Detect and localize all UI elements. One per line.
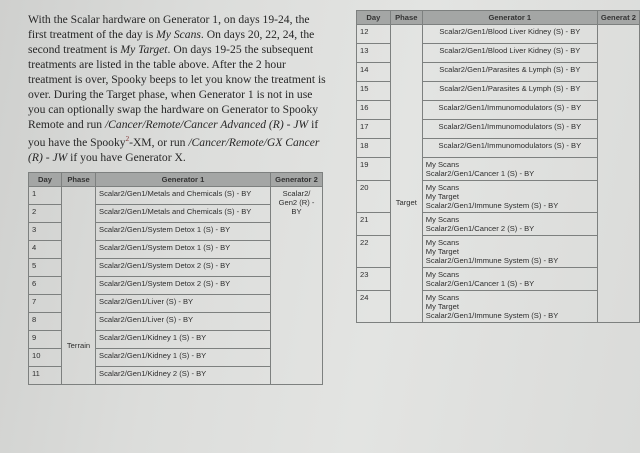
- generator1-cell: Scalar2/Gen1/Immunomodulators (S) - BY: [422, 120, 597, 139]
- generator2-header: Generator 2: [271, 173, 323, 187]
- generator1-cell: My Scans My Target Scalar2/Gen1/Immune System (S) - BY: [422, 181, 597, 213]
- day-cell: 18: [357, 139, 391, 158]
- day-cell: 16: [357, 101, 391, 120]
- generator1-header: Generator 1: [422, 11, 597, 25]
- para-italic-5: /Cancer/Remote/GX Cancer (R) - JW: [28, 135, 320, 164]
- generator1-cell: Scalar2/Gen1/Liver (S) - BY: [96, 313, 271, 331]
- phase-header: Phase: [62, 173, 96, 187]
- day-header: Day: [357, 11, 391, 25]
- generator1-cell: Scalar2/Gen1/Kidney 1 (S) - BY: [96, 331, 271, 349]
- para-italic-1: My Scans: [156, 28, 201, 41]
- generator1-cell: My Scans My Target Scalar2/Gen1/Immune System (S) - BY: [422, 236, 597, 268]
- generator1-cell: Scalar2/Gen1/System Detox 1 (S) - BY: [96, 223, 271, 241]
- day-cell: 14: [357, 63, 391, 82]
- generator1-cell: Scalar2/Gen1/System Detox 2 (S) - BY: [96, 259, 271, 277]
- generator1-header: Generator 1: [96, 173, 271, 187]
- day-cell: 10: [29, 349, 62, 367]
- generator1-cell: Scalar2/Gen1/Immunomodulators (S) - BY: [422, 139, 597, 158]
- table-header-row: [357, 11, 640, 25]
- para-text-6: if you have Generator X.: [67, 150, 186, 164]
- generator1-cell: Scalar2/Gen1/Kidney 2 (S) - BY: [96, 367, 271, 385]
- day-header: Day: [29, 173, 62, 187]
- day-cell: 6: [29, 277, 62, 295]
- day-cell: 8: [29, 313, 62, 331]
- para-text-2: . On days 20, 22, 24, the second treatment is: [28, 28, 315, 56]
- instructions-paragraph: [28, 12, 328, 165]
- generator1-cell: Scalar2/Gen1/Liver (S) - BY: [96, 295, 271, 313]
- phase-header: Phase: [390, 11, 422, 25]
- table-row: [357, 25, 640, 44]
- generator1-cell: My Scans Scalar2/Gen1/Cancer 1 (S) - BY: [422, 158, 597, 181]
- para-text-1: With the Scalar hardware on Generator 1, on days 19-24, the first treatment of the day is: [28, 13, 310, 41]
- table-header-row: [29, 173, 323, 187]
- generator1-cell: Scalar2/Gen1/System Detox 1 (S) - BY: [96, 241, 271, 259]
- generator1-cell: Scalar2/Gen1/Parasites & Lymph (S) - BY: [422, 63, 597, 82]
- phase-cell: Terrain: [62, 187, 96, 385]
- para-superscript: 2: [125, 135, 130, 143]
- day-cell: 7: [29, 295, 62, 313]
- terrain-phase-table: [28, 172, 323, 385]
- day-cell: 3: [29, 223, 62, 241]
- generator1-cell: My Scans Scalar2/Gen1/Cancer 1 (S) - BY: [422, 268, 597, 291]
- generator1-cell: Scalar2/Gen1/Immunomodulators (S) - BY: [422, 101, 597, 120]
- para-italic-2: My Target: [120, 43, 168, 56]
- para-text-5: -XM, or run: [129, 135, 189, 149]
- day-cell: 22: [357, 236, 391, 268]
- day-cell: 15: [357, 82, 391, 101]
- day-cell: 5: [29, 259, 62, 277]
- generator1-cell: Scalar2/Gen1/System Detox 2 (S) - BY: [96, 277, 271, 295]
- generator1-cell: Scalar2/Gen1/Metals and Chemicals (S) - BY: [96, 205, 271, 223]
- day-cell: 17: [357, 120, 391, 139]
- day-cell: 11: [29, 367, 62, 385]
- generator1-cell: Scalar2/Gen1/Kidney 1 (S) - BY: [96, 349, 271, 367]
- phase-cell: Target: [390, 25, 422, 323]
- table-row: [29, 187, 323, 205]
- generator2-cell: Scalar2/ Gen2 (R) - BY: [271, 187, 323, 385]
- target-phase-table: [356, 10, 640, 323]
- generator1-cell: My Scans My Target Scalar2/Gen1/Immune System (S) - BY: [422, 291, 597, 323]
- generator2-cell: [597, 25, 639, 323]
- generator1-cell: Scalar2/Gen1/Blood Liver Kidney (S) - BY: [422, 25, 597, 44]
- day-cell: 9: [29, 331, 62, 349]
- day-cell: 20: [357, 181, 391, 213]
- day-cell: 12: [357, 25, 391, 44]
- day-cell: 2: [29, 205, 62, 223]
- day-cell: 19: [357, 158, 391, 181]
- generator2-header-cut: Generat 2: [597, 11, 639, 25]
- day-cell: 23: [357, 268, 391, 291]
- day-cell: 21: [357, 213, 391, 236]
- day-cell: 13: [357, 44, 391, 63]
- para-text-3: . On days 19-25 the subsequent treatments are listed in the table above. After the 2 hour treatment is over, Spooky beeps to let you know the treatment is over. During the Target phase, when Generator 1 is not in use you can optionally swap the hardware on Generator to Spooky Remote and run: [28, 43, 326, 131]
- para-italic-3: /Cancer/Remote/Cancer Advanced (R) - JW: [104, 118, 309, 131]
- para-text-4: if you have the Spooky: [28, 118, 319, 149]
- day-cell: 1: [29, 187, 62, 205]
- generator1-cell: Scalar2/Gen1/Blood Liver Kidney (S) - BY: [422, 44, 597, 63]
- generator1-cell: Scalar2/Gen1/Parasites & Lymph (S) - BY: [422, 82, 597, 101]
- day-cell: 4: [29, 241, 62, 259]
- day-cell: 24: [357, 291, 391, 323]
- generator1-cell: Scalar2/Gen1/Metals and Chemicals (S) - BY: [96, 187, 271, 205]
- generator1-cell: My Scans Scalar2/Gen1/Cancer 2 (S) - BY: [422, 213, 597, 236]
